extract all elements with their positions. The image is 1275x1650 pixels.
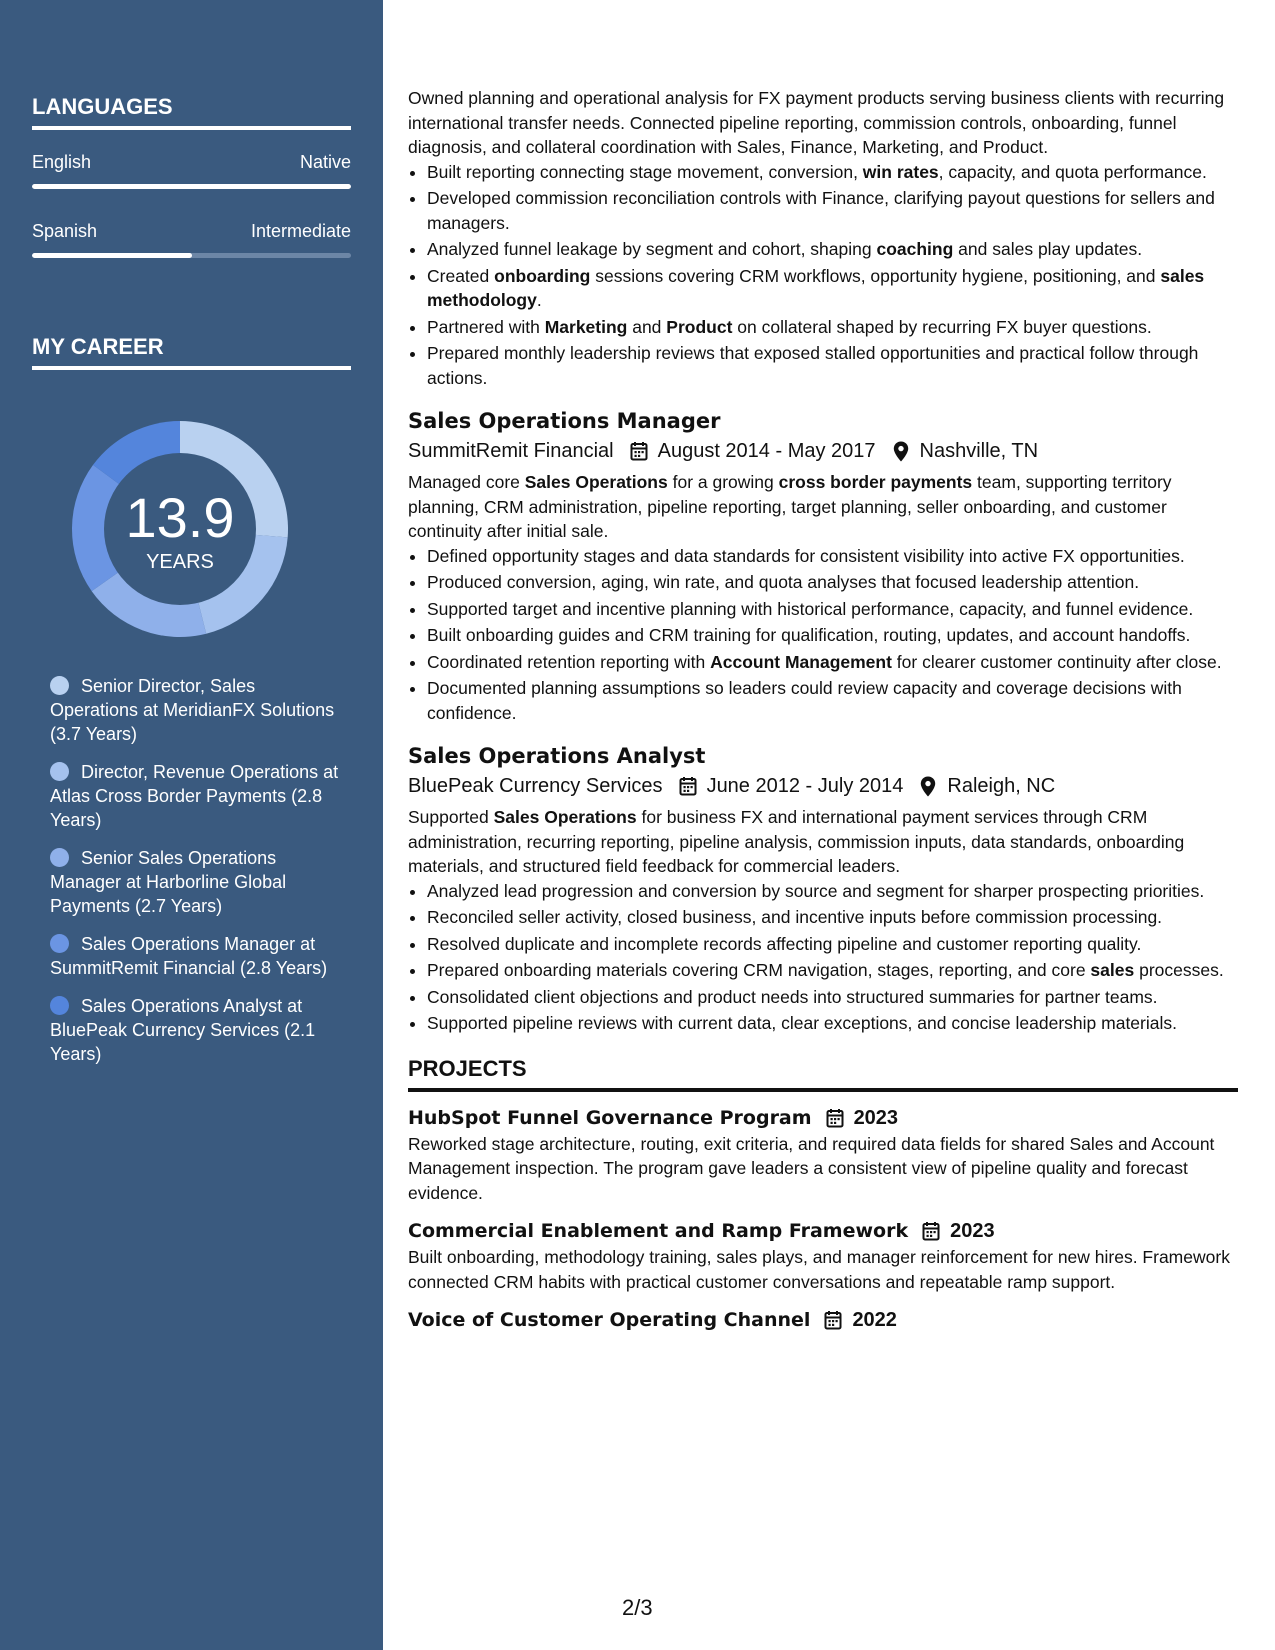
career-item-label: Sales Operations Manager at SummitRemit Financial (2.8 Years) xyxy=(50,934,328,978)
career-item-label: Director, Revenue Operations at Atlas Cross Border Payments (2.8 Years) xyxy=(50,762,339,830)
bullet-item: • Resolved duplicate and incomplete records affecting pipeline and customer reporting quality. xyxy=(427,932,1238,957)
legend-dot xyxy=(50,676,69,695)
career-heading: MY CAREER xyxy=(32,334,351,370)
career-donut-chart xyxy=(66,415,294,643)
bullet-item: • Defined opportunity stages and data standards for consistent visibility into active FX opportunities. xyxy=(427,544,1238,569)
project-description: Reworked stage architecture, routing, exit criteria, and required data fields for shared Sales and Account Management inspection. The program gave leaders a consistent view of pipeline quality and forecast evidence. xyxy=(408,1133,1215,1203)
project-title: Voice of Customer Operating Channel xyxy=(408,1309,811,1331)
project-title-row xyxy=(408,1217,1238,1245)
language-bar-fill xyxy=(32,253,192,258)
job-summary: Owned planning and operational analysis for FX payment products serving business clients with recurring international transfer needs. Connected pipeline reporting, commission controls, onboarding, funnel diagnosis, and collateral coordination with Sales, Finance, Marketing, and Product. xyxy=(408,88,1225,157)
legend-dot xyxy=(50,762,69,781)
career-list xyxy=(50,674,340,1080)
job-bullets xyxy=(408,160,1238,391)
career-item xyxy=(50,846,340,918)
calendar-icon xyxy=(628,440,650,462)
bullet-item: • Consolidated client objections and product needs into structured summaries for partner teams. xyxy=(427,985,1238,1010)
project-year: 2023 xyxy=(853,1106,899,1129)
language-name: Spanish xyxy=(32,221,98,241)
calendar-icon xyxy=(822,1309,844,1331)
career-item-label: Senior Sales Operations Manager at Harborline Global Payments (2.7 Years) xyxy=(50,848,287,916)
career-item xyxy=(50,994,340,1066)
language-bar-fill xyxy=(32,184,351,189)
company-name: SummitRemit Financial xyxy=(408,440,614,462)
bullet-item: • Built onboarding guides and CRM training for qualification, routing, updates, and account handoffs. xyxy=(427,623,1238,648)
job-bullets xyxy=(408,879,1238,1036)
language-level: Intermediate xyxy=(250,221,351,241)
location-pin-icon xyxy=(917,775,939,797)
project-year: 2022 xyxy=(852,1309,897,1331)
job-dates: August 2014 - May 2017 xyxy=(657,440,876,462)
career-item-label: Sales Operations Analyst at BluePeak Currency Services (2.1 Years) xyxy=(50,996,316,1064)
legend-dot xyxy=(50,934,69,953)
job-title: Sales Operations Analyst xyxy=(408,744,706,768)
main-content xyxy=(408,86,1238,1334)
projects-heading: PROJECTS xyxy=(408,1054,1238,1092)
sidebar xyxy=(0,0,383,1650)
career-item-label: Senior Director, Sales Operations at MeridianFX Solutions (3.7 Years) xyxy=(50,676,335,744)
bullet-item: • Partnered with Marketing and Product on collateral shaped by recurring FX buyer questions. xyxy=(427,315,1238,340)
bullet-item: • Built reporting connecting stage movement, conversion, win rates, capacity, and quota performance. xyxy=(427,160,1238,185)
page-number: 2/3 xyxy=(622,1595,653,1620)
job-meta xyxy=(408,771,1238,801)
job-location: Raleigh, NC xyxy=(947,775,1056,797)
job-summary: Supported Sales Operations for business FX and international payment services through CRM administration, recurring reporting, pipeline analysis, commission inputs, data standards, onboarding materials, and structured field feedback for commercial leaders. xyxy=(408,807,1185,876)
location-pin-icon xyxy=(890,440,912,462)
project-title-row xyxy=(408,1306,1238,1334)
language-row-english xyxy=(32,152,351,173)
career-item xyxy=(50,674,340,746)
job-meta xyxy=(408,436,1238,466)
bullet-item: • Prepared monthly leadership reviews that exposed stalled opportunities and practical follow through actions. xyxy=(427,341,1238,390)
calendar-icon xyxy=(824,1107,846,1129)
languages-heading: LANGUAGES xyxy=(32,94,351,130)
legend-dot xyxy=(50,848,69,867)
language-row-spanish xyxy=(32,221,351,242)
bullet-item: • Reconciled seller activity, closed business, and incentive inputs before commission processing. xyxy=(427,905,1238,930)
bullet-item: • Prepared onboarding materials covering CRM navigation, stages, reporting, and core sales processes. xyxy=(427,958,1238,983)
career-total-unit: YEARS xyxy=(146,551,214,573)
project-title: HubSpot Funnel Governance Program xyxy=(408,1106,812,1129)
project-description: Built onboarding, methodology training, sales plays, and manager reinforcement for new hires. Framework connected CRM habits with practical customer conversations and repeatable ramp support. xyxy=(408,1247,1230,1292)
career-item xyxy=(50,760,340,832)
bullet-item: • Developed commission reconciliation controls with Finance, clarifying payout questions for sellers and managers. xyxy=(427,186,1238,235)
bullet-item: • Created onboarding sessions covering CRM workflows, opportunity hygiene, positioning, and sales methodology. xyxy=(427,264,1238,313)
project-year: 2023 xyxy=(950,1220,995,1242)
legend-dot xyxy=(50,996,69,1015)
language-level: Native xyxy=(299,152,351,172)
bullet-item: • Analyzed funnel leakage by segment and cohort, shaping coaching and sales play updates. xyxy=(427,237,1238,262)
calendar-icon xyxy=(677,775,699,797)
bullet-item: • Produced conversion, aging, win rate, and quota analyses that focused leadership attention. xyxy=(427,570,1238,595)
job-title: Sales Operations Manager xyxy=(408,409,721,433)
job-location: Nashville, TN xyxy=(919,440,1039,462)
career-total-years: 13.9 xyxy=(125,486,235,549)
language-bar-english xyxy=(32,184,351,189)
bullet-item: • Supported pipeline reviews with current data, clear exceptions, and concise leadership materials. xyxy=(427,1011,1238,1036)
career-item xyxy=(50,932,340,980)
bullet-item: • Supported target and incentive planning with historical performance, capacity, and funnel evidence. xyxy=(427,597,1238,622)
language-bar-spanish xyxy=(32,253,351,258)
job-summary: Managed core Sales Operations for a growing cross border payments team, supporting territory planning, CRM administration, pipeline reporting, target planning, seller onboarding, and customer continuity after initial sale. xyxy=(408,472,1172,541)
job-dates: June 2012 - July 2014 xyxy=(706,775,904,797)
bullet-item: • Coordinated retention reporting with Account Management for clearer customer continuity after close. xyxy=(427,650,1238,675)
job-bullets xyxy=(408,544,1238,726)
language-name: English xyxy=(32,152,92,172)
company-name: BluePeak Currency Services xyxy=(408,775,663,797)
project-title-row xyxy=(408,1104,1238,1132)
calendar-icon xyxy=(920,1220,942,1242)
project-title: Commercial Enablement and Ramp Framework xyxy=(408,1220,909,1242)
bullet-item: • Documented planning assumptions so leaders could review capacity and coverage decisions with confidence. xyxy=(427,676,1238,725)
bullet-item: • Analyzed lead progression and conversion by source and segment for sharper prospecting priorities. xyxy=(427,879,1238,904)
